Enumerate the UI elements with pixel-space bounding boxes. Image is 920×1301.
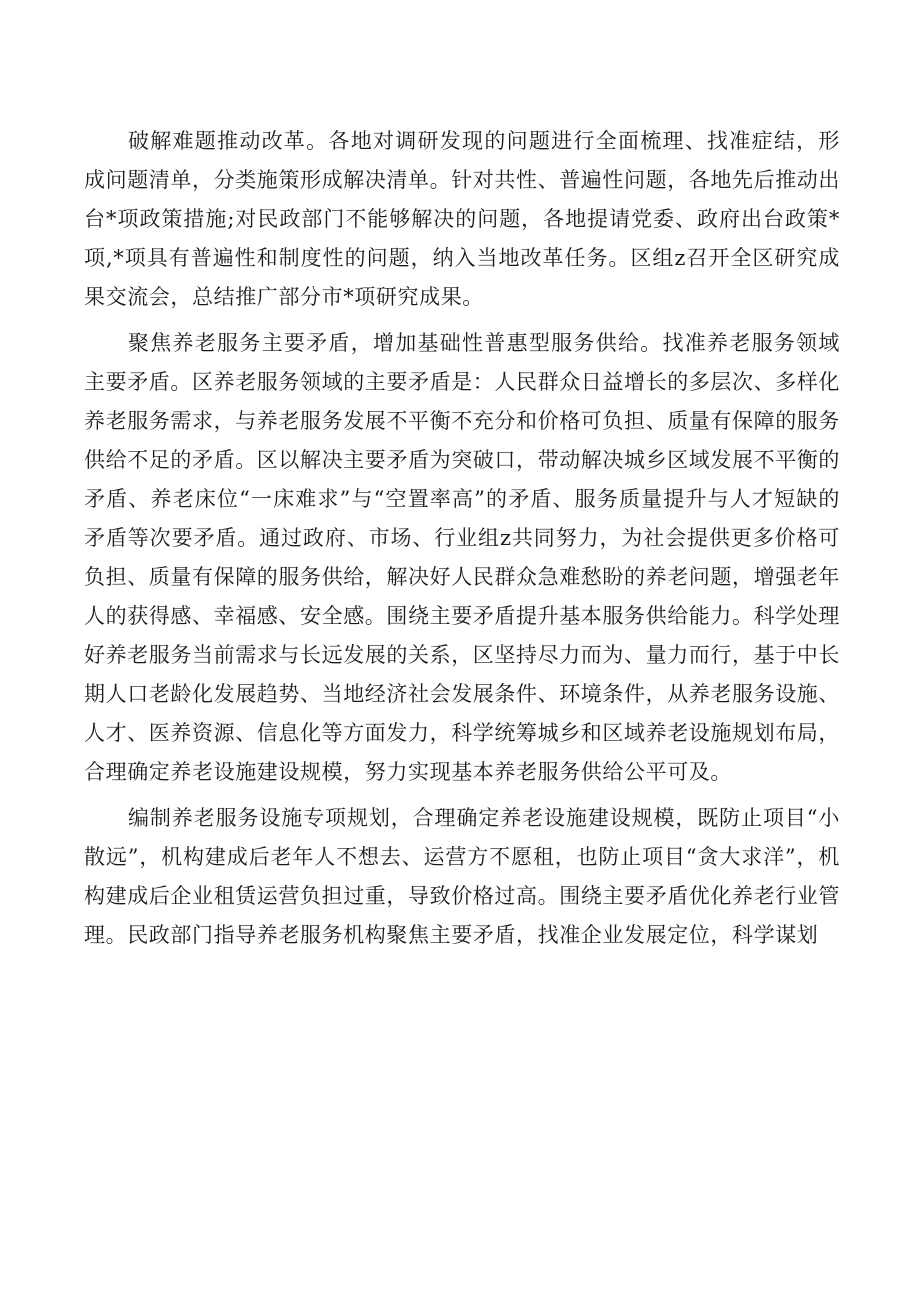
paragraph-reform: 破解难题推动改革。各地对调研发现的问题进行全面梳理、找准症结，形成问题清单，分类施策形成解决清单。针对共性、普遍性问题，各地先后推动出台*项政策措施;对民政部门不能够解决的问题，各地提请党委、政府出台政策*项,*项具有普遍性和制度性的问题，纳入当地改革任务。区组z召开全区研究成果交流会，总结推广部分市*项研究成果。 bbox=[84, 129, 840, 309]
paragraph-elderly-care-contradiction: 聚焦养老服务主要矛盾，增加基础性普惠型服务供给。找准养老服务领域主要矛盾。区养老服务领域的主要矛盾是：人民群众日益增长的多层次、多样化养老服务需求，与养老服务发展不平衡不充分和价格可负担、质量有保障的服务供给不足的矛盾。区以解决主要矛盾为突破口，带动解决城乡区域发展不平衡的矛盾、养老床位“一床难求”与“空置率高”的矛盾、服务质量提升与人才短缺的矛盾等次要矛盾。通过政府、市场、行业组z共同努力，为社会提供更多价格可负担、质量有保障的服务供给，解决好人民群众急难愁盼的养老问题，增强老年人的获得感、幸福感、安全感。围绕主要矛盾提升基本服务供给能力。科学处理好养老服务当前需求与长远发展的关系，区坚持尽力而为、量力而行，基于中长期人口老龄化发展趋势、当地经济社会发展条件、环境条件，从养老服务设施、人才、医养资源、信息化等方面发力，科学统筹城乡和区域养老设施规划布局，合理确定养老设施建设规模，努力实现基本养老服务供给公平可及。 bbox=[84, 331, 840, 784]
paragraph-facility-planning: 编制养老服务设施专项规划，合理确定养老设施建设规模，既防止项目“小散远”，机构建成后老年人不想去、运营方不愿租，也防止项目“贪大求洋”，机构建成后企业租赁运营负担过重，导致价格过高。围绕主要矛盾优化养老行业管理。民政部门指导养老服务机构聚焦主要矛盾，找准企业发展定位，科学谋划 bbox=[84, 806, 840, 947]
document-body bbox=[84, 122, 840, 962]
